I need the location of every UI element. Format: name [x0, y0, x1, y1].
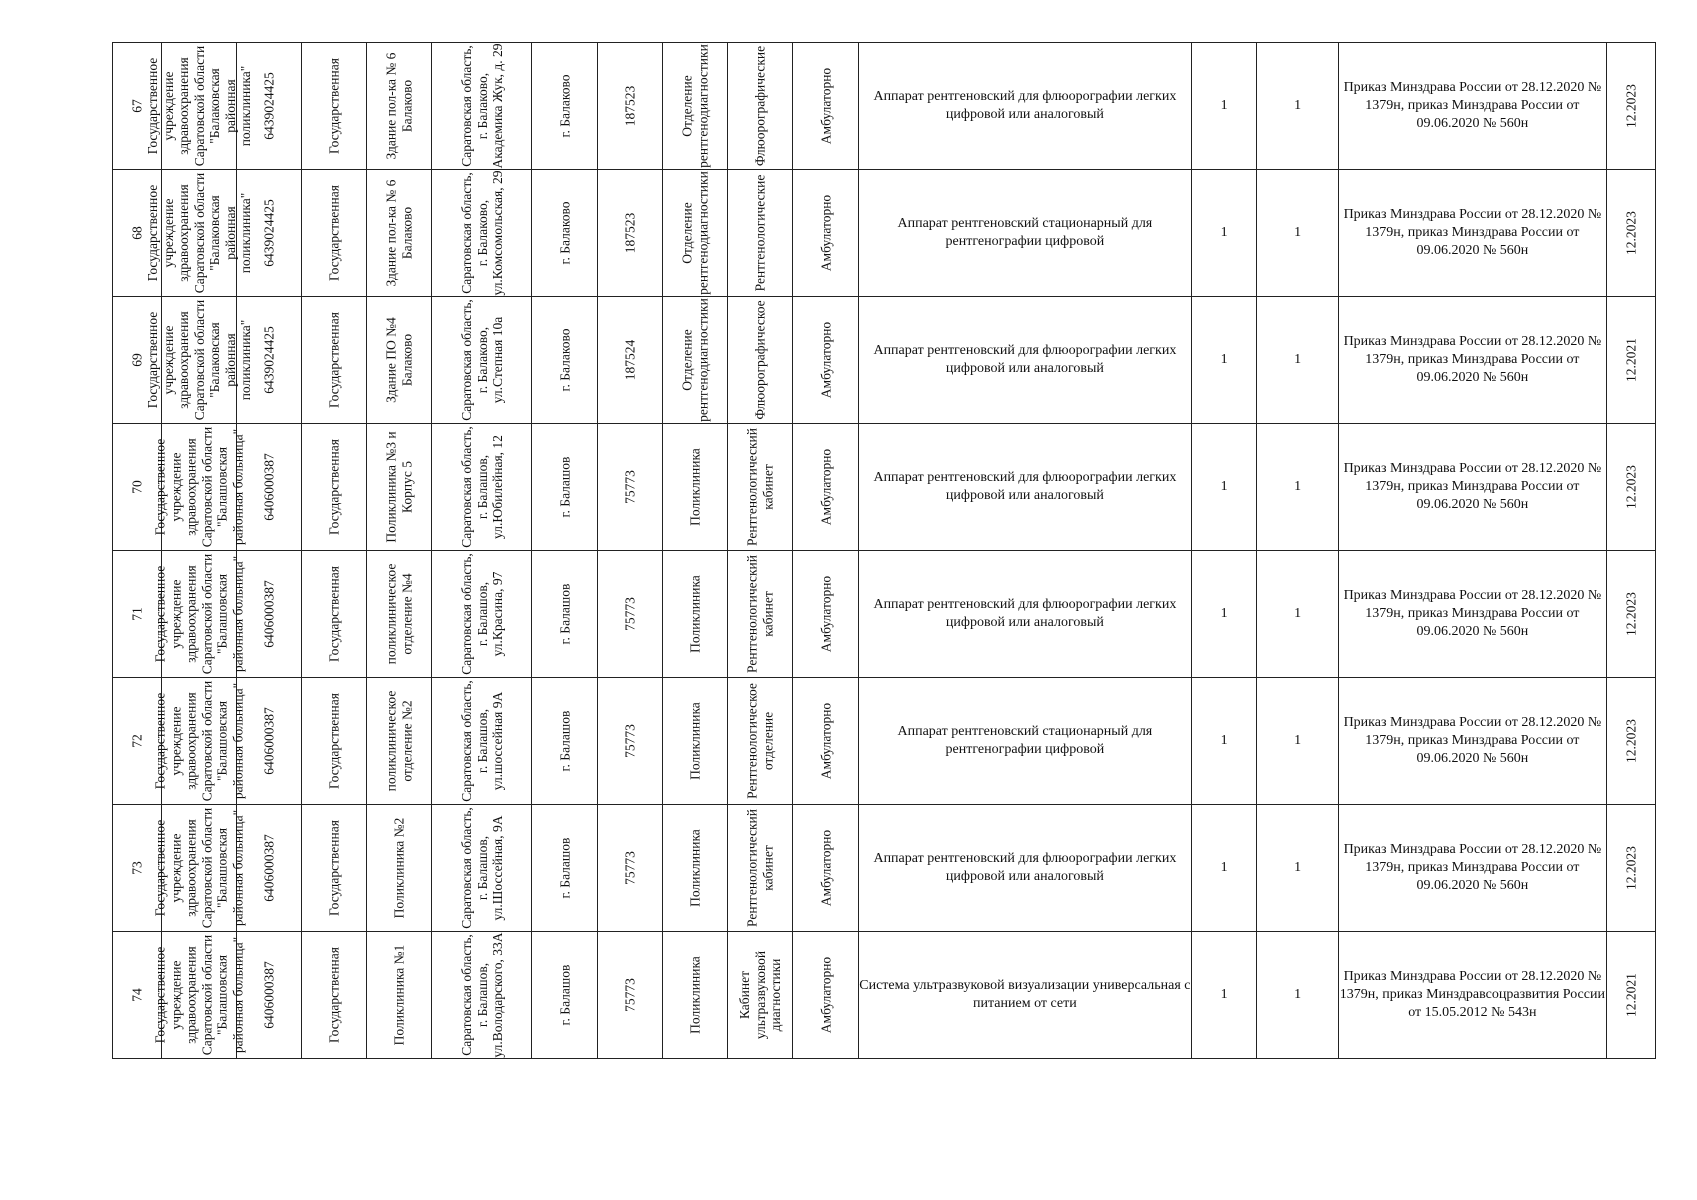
care-condition: Амбулаторно [817, 829, 833, 907]
building-cell [367, 678, 432, 805]
date-cell [1606, 170, 1655, 297]
address: Саратовская область, г. Балашов, ул.шоссейная 9А [458, 680, 505, 802]
ownership-cell [301, 678, 366, 805]
order-reference: Приказ Минздрава России от 28.12.2020 № 1379н, приказ Минздравсоцразвития России от 15.05.2012 № 543н [1338, 932, 1606, 1059]
date-cell [1606, 424, 1655, 551]
department-cell [662, 551, 727, 678]
facility-code: 75773 [622, 597, 638, 631]
care-cell [793, 297, 858, 424]
delivery-date: 12.2023 [1623, 465, 1639, 509]
equipment-name: Аппарат рентгеновский для флюорографии легких цифровой или аналоговый [858, 424, 1191, 551]
facility-code: 75773 [622, 724, 638, 758]
address: Саратовская область, г. Балашов, ул.Володарского, 33А [458, 932, 505, 1058]
date-cell [1606, 805, 1655, 932]
care-condition: Амбулаторно [817, 448, 833, 526]
care-condition: Амбулаторно [817, 67, 833, 145]
table-body [113, 43, 1656, 1059]
table-row [113, 424, 1656, 551]
quantity-planned: 1 [1257, 932, 1339, 1059]
quantity-planned: 1 [1257, 424, 1339, 551]
equipment-name: Аппарат рентгеновский для флюорографии легких цифровой или аналоговый [858, 297, 1191, 424]
address-cell [432, 551, 532, 678]
ownership-form: Государственная [326, 312, 342, 408]
city: г. Балашов [556, 456, 572, 518]
city: г. Балашов [556, 583, 572, 645]
table-row [113, 551, 1656, 678]
quantity-required: 1 [1192, 805, 1257, 932]
row-number: 70 [129, 480, 145, 494]
care-cell [793, 805, 858, 932]
row-number: 73 [129, 861, 145, 875]
department-cell [662, 170, 727, 297]
city-cell [532, 424, 597, 551]
inn: 6439024425 [260, 72, 276, 140]
quantity-planned: 1 [1257, 43, 1339, 170]
address-cell [432, 43, 532, 170]
quantity-planned: 1 [1257, 678, 1339, 805]
address: Саратовская область, г. Балашов, ул.Юбилейная, 12 [458, 426, 505, 548]
order-reference: Приказ Минздрава России от 28.12.2020 № 1379н, приказ Минздрава России от 09.06.2020 № 560н [1338, 424, 1606, 551]
cabinet-cell [728, 678, 793, 805]
cabinet: Рентгенологический кабинет [744, 555, 776, 673]
code-cell [597, 805, 662, 932]
inn: 6439024425 [260, 199, 276, 267]
address-cell [432, 678, 532, 805]
table-row [113, 805, 1656, 932]
inn-cell [236, 170, 301, 297]
department-cell [662, 297, 727, 424]
cabinet-cell [728, 297, 793, 424]
care-cell [793, 551, 858, 678]
organization-name: Государственное учреждение здравоохранения Саратовской области "Балаковская районная поликлиника" [144, 299, 253, 421]
ownership-cell [301, 170, 366, 297]
facility-code: 187523 [622, 212, 638, 254]
building-name: Поликлиника №3 и Корпус 5 [383, 431, 415, 543]
order-reference: Приказ Минздрава России от 28.12.2020 № 1379н, приказ Минздрава России от 09.06.2020 № 560н [1338, 805, 1606, 932]
code-cell [597, 424, 662, 551]
order-reference: Приказ Минздрава России от 28.12.2020 № 1379н, приказ Минздрава России от 09.06.2020 № 560н [1338, 170, 1606, 297]
building-name: Здание ПО №4 Балаково [383, 317, 415, 403]
city: г. Балаково [556, 328, 572, 392]
ownership-form: Государственная [326, 439, 342, 535]
delivery-date: 12.2023 [1623, 84, 1639, 128]
city: г. Балаково [556, 74, 572, 138]
building-cell [367, 932, 432, 1059]
care-condition: Амбулаторно [817, 702, 833, 780]
table-row [113, 678, 1656, 805]
facility-code: 187524 [622, 339, 638, 381]
cabinet: Рентгенологический кабинет [744, 809, 776, 927]
cabinet: Кабинет ультразвуковой диагностики [737, 950, 784, 1040]
cabinet-cell [728, 805, 793, 932]
table-row [113, 170, 1656, 297]
address-cell [432, 170, 532, 297]
city: г. Балашов [556, 710, 572, 772]
department-cell [662, 678, 727, 805]
inn: 6439024425 [260, 326, 276, 394]
organization-name: Государственное учреждение здравоохранения Саратовской области "Балашовская районная больница" [152, 553, 245, 675]
equipment-name: Система ультразвуковой визуализации универсальная с питанием от сети [858, 932, 1191, 1059]
facility-code: 75773 [622, 978, 638, 1012]
building-name: поликлиническое отделение №2 [383, 690, 415, 792]
department-cell [662, 424, 727, 551]
quantity-required: 1 [1192, 551, 1257, 678]
address-cell [432, 805, 532, 932]
ownership-cell [301, 424, 366, 551]
order-reference: Приказ Минздрава России от 28.12.2020 № 1379н, приказ Минздрава России от 09.06.2020 № 560н [1338, 678, 1606, 805]
address: Саратовская область, г. Балаково, ул.Степная 10а [458, 299, 505, 421]
ownership-cell [301, 551, 366, 678]
inn: 6406000387 [260, 707, 276, 775]
facility-code: 75773 [622, 851, 638, 885]
city-cell [532, 551, 597, 678]
organization-cell [152, 678, 245, 805]
cabinet: Рентгенологические [752, 174, 768, 292]
building-cell [367, 805, 432, 932]
department: Поликлиника [687, 956, 703, 1034]
table-row [113, 43, 1656, 170]
inn: 6406000387 [260, 580, 276, 648]
date-cell [1606, 551, 1655, 678]
city: г. Балашов [556, 964, 572, 1026]
code-cell [597, 43, 662, 170]
ownership-form: Государственная [326, 185, 342, 281]
organization-cell [152, 805, 245, 932]
department: Поликлиника [687, 829, 703, 907]
inn-cell [236, 678, 301, 805]
ownership-cell [301, 932, 366, 1059]
row-number: 67 [129, 99, 145, 113]
care-condition: Амбулаторно [817, 956, 833, 1034]
cabinet: Рентгенологический кабинет [744, 428, 776, 546]
ownership-cell [301, 805, 366, 932]
equipment-name: Аппарат рентгеновский для флюорографии легких цифровой или аналоговый [858, 551, 1191, 678]
facility-code: 75773 [622, 470, 638, 504]
address: Саратовская область, г. Балаково, Академика Жук, д. 29 [458, 43, 505, 169]
building-name: Здание пол-ка № 6 Балаково [383, 179, 415, 287]
inn: 6406000387 [260, 453, 276, 521]
organization-name: Государственное учреждение здравоохранения Саратовской области "Балаковская районная поликлиника" [144, 172, 253, 294]
cabinet-cell [728, 43, 793, 170]
address: Саратовская область, г. Балашов, ул.Шоссейная, 9А [458, 807, 505, 929]
department: Поликлиника [687, 702, 703, 780]
table-row [113, 932, 1656, 1059]
inn-cell [236, 424, 301, 551]
facility-code: 187523 [622, 85, 638, 127]
inn-cell [236, 297, 301, 424]
cabinet: Флюорографические [752, 45, 768, 167]
department-cell [662, 805, 727, 932]
care-cell [793, 43, 858, 170]
organization-name: Государственное учреждение здравоохранения Саратовской области "Балашовская районная больница" [152, 934, 245, 1056]
row-number: 71 [129, 607, 145, 621]
code-cell [597, 297, 662, 424]
organization-cell [152, 932, 245, 1059]
order-reference: Приказ Минздрава России от 28.12.2020 № 1379н, приказ Минздрава России от 09.06.2020 № 560н [1338, 551, 1606, 678]
quantity-planned: 1 [1257, 805, 1339, 932]
quantity-required: 1 [1192, 932, 1257, 1059]
equipment-name: Аппарат рентгеновский стационарный для рентгенографии цифровой [858, 678, 1191, 805]
care-cell [793, 424, 858, 551]
inn-cell [236, 805, 301, 932]
date-cell [1606, 43, 1655, 170]
address-cell [432, 297, 532, 424]
care-cell [793, 932, 858, 1059]
quantity-required: 1 [1192, 43, 1257, 170]
cabinet: Рентгенологическое отделение [744, 683, 776, 799]
equipment-name: Аппарат рентгеновский стационарный для рентгенографии цифровой [858, 170, 1191, 297]
row-number: 72 [129, 734, 145, 748]
department-cell [662, 932, 727, 1059]
organization-name: Государственное учреждение здравоохранения Саратовской области "Балашовская районная больница" [152, 807, 245, 929]
inn: 6406000387 [260, 834, 276, 902]
cabinet: Флюорографическое [752, 300, 768, 420]
cabinet-cell [728, 424, 793, 551]
organization-cell [144, 170, 253, 297]
ownership-cell [301, 43, 366, 170]
care-condition: Амбулаторно [817, 321, 833, 399]
cabinet-cell [728, 170, 793, 297]
row-number: 69 [129, 353, 145, 367]
date-cell [1606, 932, 1655, 1059]
city-cell [532, 297, 597, 424]
building-name: Поликлиника №2 [391, 817, 407, 919]
care-condition: Амбулаторно [817, 575, 833, 653]
building-name: Здание пол-ка № 6 Балаково [383, 52, 415, 160]
city-cell [532, 43, 597, 170]
department: Отделение рентгенодиагностики [679, 171, 711, 295]
building-name: поликлиническое отделение №4 [383, 563, 415, 665]
ownership-form: Государственная [326, 693, 342, 789]
city-cell [532, 678, 597, 805]
code-cell [597, 678, 662, 805]
ownership-form: Государственная [326, 566, 342, 662]
organization-cell [152, 424, 245, 551]
row-number: 74 [129, 988, 145, 1002]
city: г. Балашов [556, 837, 572, 899]
address-cell [432, 424, 532, 551]
inn: 6406000387 [260, 961, 276, 1029]
equipment-register-table [112, 42, 1656, 1059]
department: Отделение рентгенодиагностики [679, 298, 711, 422]
care-cell [793, 170, 858, 297]
city-cell [532, 170, 597, 297]
ownership-form: Государственная [326, 58, 342, 154]
equipment-name: Аппарат рентгеновский для флюорографии легких цифровой или аналоговый [858, 805, 1191, 932]
organization-cell [152, 551, 245, 678]
date-cell [1606, 678, 1655, 805]
inn-cell [236, 932, 301, 1059]
code-cell [597, 170, 662, 297]
delivery-date: 12.2021 [1623, 338, 1639, 382]
delivery-date: 12.2023 [1623, 719, 1639, 763]
city-cell [532, 932, 597, 1059]
department: Поликлиника [687, 575, 703, 653]
quantity-required: 1 [1192, 678, 1257, 805]
inn-cell [236, 43, 301, 170]
quantity-planned: 1 [1257, 297, 1339, 424]
building-cell [367, 170, 432, 297]
delivery-date: 12.2023 [1623, 211, 1639, 255]
quantity-planned: 1 [1257, 170, 1339, 297]
department: Отделение рентгенодиагностики [679, 44, 711, 168]
ownership-form: Государственная [326, 820, 342, 916]
delivery-date: 12.2023 [1623, 846, 1639, 890]
delivery-date: 12.2023 [1623, 592, 1639, 636]
inn-cell [236, 551, 301, 678]
ownership-cell [301, 297, 366, 424]
address-cell [432, 932, 532, 1059]
department: Поликлиника [687, 448, 703, 526]
code-cell [597, 551, 662, 678]
building-cell [367, 551, 432, 678]
department-cell [662, 43, 727, 170]
organization-name: Государственное учреждение здравоохранения Саратовской области "Балашовская районная больница" [152, 426, 245, 548]
organization-name: Государственное учреждение здравоохранения Саратовской области "Балаковская районная поликлиника" [144, 45, 253, 167]
address: Саратовская область, г. Балашов, ул.Красина, 97 [458, 553, 505, 675]
code-cell [597, 932, 662, 1059]
table-row [113, 297, 1656, 424]
care-cell [793, 678, 858, 805]
building-cell [367, 297, 432, 424]
equipment-name: Аппарат рентгеновский для флюорографии легких цифровой или аналоговый [858, 43, 1191, 170]
ownership-form: Государственная [326, 947, 342, 1043]
city-cell [532, 805, 597, 932]
row-number: 68 [129, 226, 145, 240]
cabinet-cell [728, 932, 793, 1059]
city: г. Балаково [556, 201, 572, 265]
quantity-required: 1 [1192, 424, 1257, 551]
quantity-required: 1 [1192, 297, 1257, 424]
date-cell [1606, 297, 1655, 424]
organization-cell [144, 43, 253, 170]
organization-cell [144, 297, 253, 424]
care-condition: Амбулаторно [817, 194, 833, 272]
quantity-required: 1 [1192, 170, 1257, 297]
delivery-date: 12.2021 [1623, 973, 1639, 1017]
building-cell [367, 424, 432, 551]
order-reference: Приказ Минздрава России от 28.12.2020 № 1379н, приказ Минздрава России от 09.06.2020 № 560н [1338, 43, 1606, 170]
quantity-planned: 1 [1257, 551, 1339, 678]
address: Саратовская область, г. Балаково, ул.Комсомольская, 29 [458, 170, 505, 296]
order-reference: Приказ Минздрава России от 28.12.2020 № 1379н, приказ Минздрава России от 09.06.2020 № 560н [1338, 297, 1606, 424]
organization-name: Государственное учреждение здравоохранения Саратовской области "Балашовская районная больница" [152, 680, 245, 802]
building-cell [367, 43, 432, 170]
cabinet-cell [728, 551, 793, 678]
building-name: Поликлиника №1 [391, 944, 407, 1046]
